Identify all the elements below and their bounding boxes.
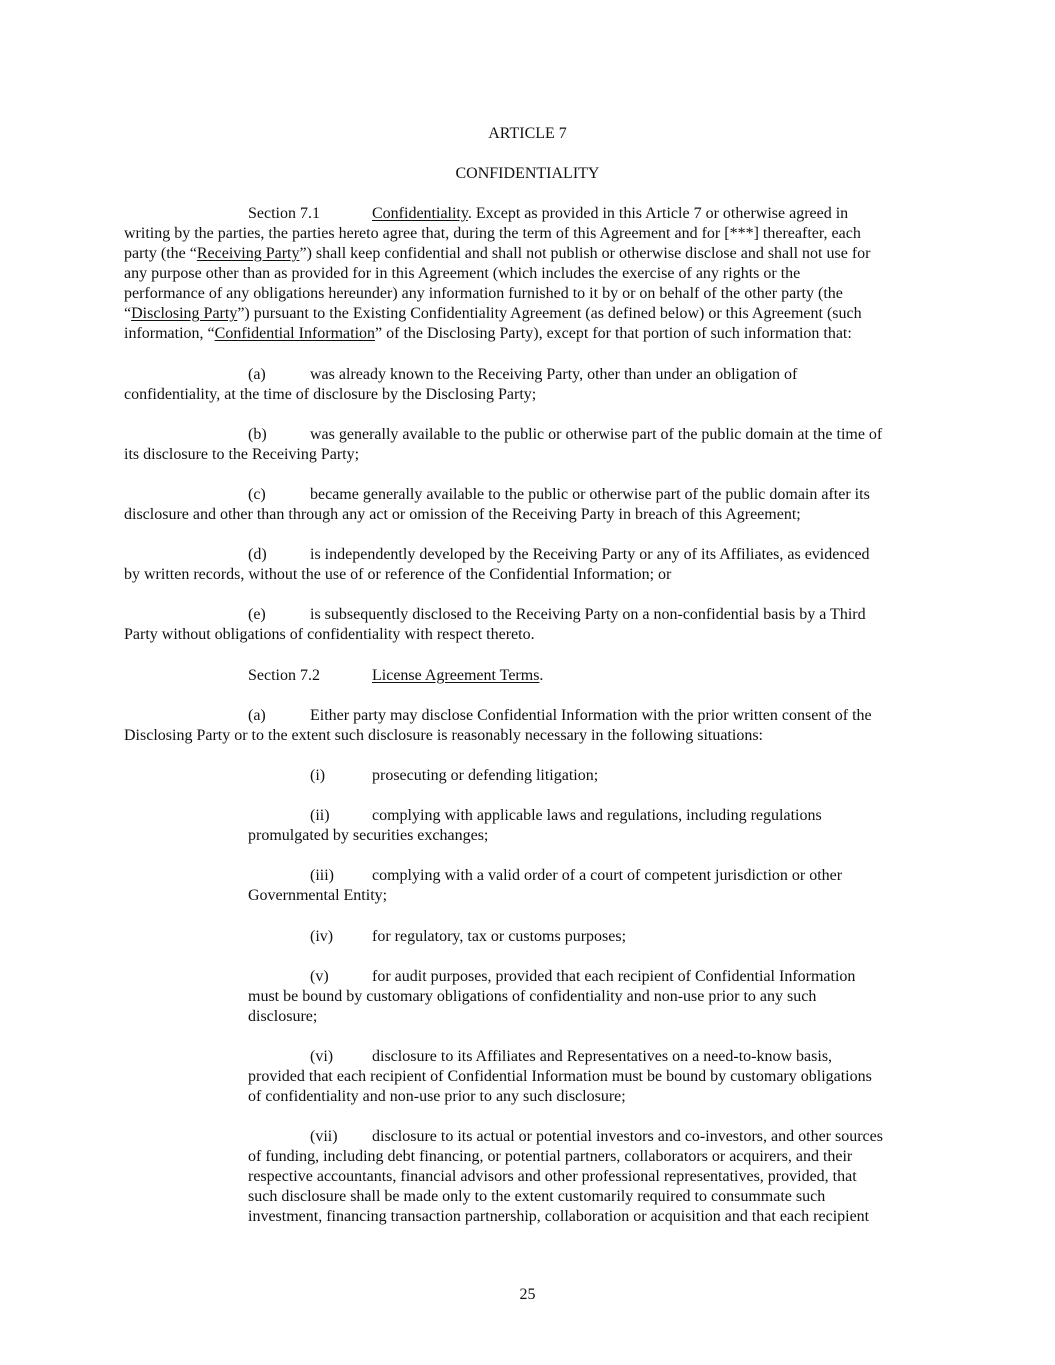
subitem-vi-line-2: provided that each recipient of Confidential Information must be bound by customary obligations (248, 1068, 872, 1085)
subitem-ii-label: (ii) (310, 807, 330, 824)
subitem-vii-label: (vii) (310, 1128, 338, 1145)
para-a-line-2: Disclosing Party or to the extent such disclosure is reasonably necessary in the following situations: (124, 727, 763, 744)
section-7-1-line-6 (124, 304, 862, 324)
section-7-1-heading: Confidentiality (372, 205, 468, 222)
subitem-iv-line-1: for regulatory, tax or customs purposes; (372, 928, 627, 945)
item-a-line-2: confidentiality, at the time of disclosure by the Disclosing Party; (124, 386, 537, 403)
text-fragment: ” of the Disclosing Party), except for that portion of such information that: (375, 325, 852, 342)
subitem-vi-line-1: disclosure to its Affiliates and Representatives on a need-to-know basis, (372, 1048, 833, 1065)
subitem-vi-line-3: of confidentiality and non-use prior to any such disclosure; (248, 1088, 626, 1105)
item-e-line-1: is subsequently disclosed to the Receiving Party on a non-confidential basis by a Third (310, 606, 866, 623)
section-7-1-line-2: writing by the parties, the parties hereto agree that, during the term of this Agreement and for [***] thereafter, each (124, 225, 861, 242)
section-7-2-heading: License Agreement Terms (372, 667, 540, 684)
item-c-label: (c) (248, 486, 266, 503)
item-a-label: (a) (248, 366, 266, 383)
section-7-2-heading-line (372, 666, 543, 686)
text-fragment: party (the “ (124, 245, 197, 262)
item-b-line-1: was generally available to the public or otherwise part of the public domain at the time of (310, 426, 883, 443)
text-fragment: “ (124, 305, 132, 322)
item-c-line-2: disclosure and other than through any act or omission of the Receiving Party in breach of this Agreement; (124, 506, 801, 523)
item-a-line-1: was already known to the Receiving Party, other than under an obligation of (310, 366, 798, 383)
text-fragment: ”) pursuant to the Existing Confidentiality Agreement (as defined below) or this Agreement (such (237, 305, 862, 322)
text-fragment: ”) shall keep confidential and shall not publish or otherwise disclose and shall not use for (299, 245, 871, 262)
subitem-vi-label: (vi) (310, 1048, 334, 1065)
item-e-line-2: Party without obligations of confidentiality with respect thereto. (124, 626, 535, 643)
defined-term-disclosing-party: Disclosing Party (131, 305, 238, 322)
subitem-iii-line-2: Governmental Entity; (248, 887, 388, 904)
subitem-ii-line-1: complying with applicable laws and regulations, including regulations (372, 807, 822, 824)
defined-term-receiving-party: Receiving Party (196, 245, 300, 262)
subitem-vii-line-4: such disclosure shall be made only to the extent customarily required to consummate such (248, 1188, 826, 1205)
defined-term-confidential-information: Confidential Information (214, 325, 376, 342)
subitem-vii-line-5: investment, financing transaction partnership, collaboration or acquisition and that each recipient (248, 1208, 870, 1225)
section-7-1-line-7 (124, 324, 852, 344)
section-7-1-number: Section 7.1 (248, 205, 320, 222)
subitem-i-label: (i) (310, 767, 326, 784)
section-7-2-heading-tail: . (539, 667, 544, 684)
article-heading: ARTICLE 7 (488, 125, 567, 142)
para-a-label: (a) (248, 707, 266, 724)
section-7-1-first-line (372, 204, 848, 224)
subitem-v-line-1: for audit purposes, provided that each recipient of Confidential Information (372, 968, 856, 985)
item-d-line-1: is independently developed by the Receiving Party or any of its Affiliates, as evidenced (310, 546, 870, 563)
subitem-vii-line-3: respective accountants, financial advisors and other professional representatives, provided, that (248, 1168, 857, 1185)
article-title: CONFIDENTIALITY (455, 165, 600, 182)
subitem-i-line-1: prosecuting or defending litigation; (372, 767, 599, 784)
item-c-line-1: became generally available to the public or otherwise part of the public domain after its (310, 486, 870, 503)
item-e-label: (e) (248, 606, 266, 623)
subitem-iii-line-1: complying with a valid order of a court of competent jurisdiction or other (372, 867, 843, 884)
subitem-vii-line-2: of funding, including debt financing, or potential partners, collaborators or acquirers, and their (248, 1148, 853, 1165)
subitem-vii-line-1: disclosure to its actual or potential investors and co-investors, and other sources (372, 1128, 883, 1145)
item-b-line-2: its disclosure to the Receiving Party; (124, 446, 360, 463)
para-a-line-1: Either party may disclose Confidential Information with the prior written consent of the (310, 707, 872, 724)
subitem-v-line-2: must be bound by customary obligations of confidentiality and non-use prior to any such (248, 988, 817, 1005)
section-7-1-line-4: any purpose other than as provided for in this Agreement (which includes the exercise of any rights or the (124, 265, 801, 282)
subitem-iv-label: (iv) (310, 928, 334, 945)
item-d-line-2: by written records, without the use of or reference of the Confidential Information; or (124, 566, 672, 583)
subitem-v-line-3: disclosure; (248, 1008, 318, 1025)
item-d-label: (d) (248, 546, 267, 563)
section-7-1-line-5: performance of any obligations hereunder) any information furnished to it by or on behalf of the other party (the (124, 285, 843, 302)
section-7-2-number: Section 7.2 (248, 667, 320, 684)
section-7-1-line-1: . Except as provided in this Article 7 or otherwise agreed in (467, 205, 849, 222)
text-fragment: information, “ (124, 325, 215, 342)
item-b-label: (b) (248, 426, 267, 443)
page-number: 25 (519, 1286, 536, 1303)
section-7-1-line-3 (124, 244, 870, 264)
subitem-v-label: (v) (310, 968, 329, 985)
subitem-ii-line-2: promulgated by securities exchanges; (248, 827, 489, 844)
subitem-iii-label: (iii) (310, 867, 334, 884)
